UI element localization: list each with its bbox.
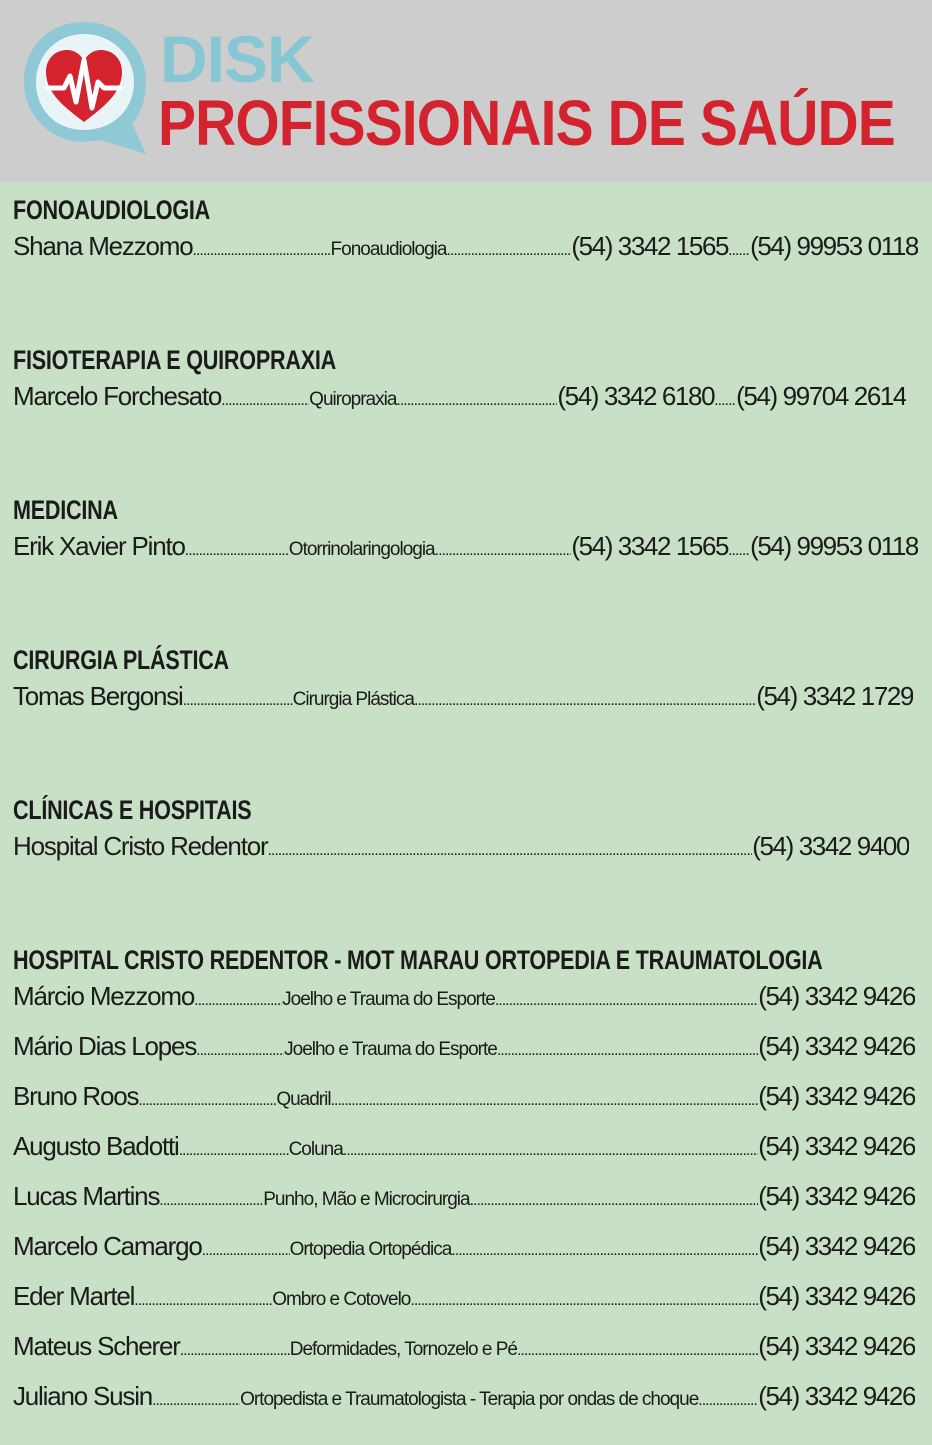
entry-specialty: Cirurgia Plástica [292,689,414,710]
section-title: MEDICINA [13,495,118,525]
entry-specialty: Ortopedista e Traumatologista - Terapia por ondas de choque [240,1389,699,1410]
dot-leader [152,1381,240,1421]
entry-phone: (54) 3342 9426 [758,1231,915,1261]
entry-specialty: Joelho e Trauma do Esporte [284,1039,497,1060]
dot-leader [185,531,289,571]
dot-leader [470,1181,759,1221]
entry-specialty: Fonoaudiologia [330,239,447,260]
entry-name: Hospital Cristo Redentor [13,831,268,861]
dot-leader [714,381,736,421]
dot-leader [194,981,282,1021]
list-item [13,1176,915,1226]
entry-name: Juliano Susin [13,1381,153,1411]
dot-leader [728,531,750,571]
entry-name: Eder Martel [13,1281,135,1311]
entry-specialty: Coluna [288,1139,343,1160]
entry-name: Bruno Roos [13,1081,139,1111]
dot-leader [517,1331,758,1371]
dot-leader [396,381,557,421]
dot-leader [331,1081,759,1121]
entry-specialty: Deformidades, Tornozelo e Pé [289,1339,517,1360]
section-fisioterapia [13,344,918,426]
header [0,0,932,182]
entry-phone: (54) 3342 9426 [758,1031,915,1061]
list-item [13,226,918,276]
section-title: CIRURGIA PLÁSTICA [13,645,229,675]
list-item [13,1226,915,1276]
entry-specialty: Joelho e Trauma do Esporte [282,989,495,1010]
entry-name: Augusto Badotti [13,1131,179,1161]
entry-specialty: Quiropraxia [309,389,397,410]
dot-leader [267,831,752,871]
dot-leader [497,1031,758,1071]
entry-phone: (54) 3342 9426 [758,1081,915,1111]
section-clinicas [13,794,909,876]
list-item [13,1126,915,1176]
dot-leader [495,981,758,1021]
entry-name: Erik Xavier Pinto [13,531,185,561]
list-item [13,1326,915,1376]
dot-leader [414,681,756,721]
dot-leader [196,1031,284,1071]
entry-phone: (54) 3342 9426 [758,1181,915,1211]
dot-leader [183,681,293,721]
entry-name: Shana Mezzomo [13,231,193,261]
section-hospital-mot [13,944,915,1426]
section-title: FISIOTERAPIA E QUIROPRAXIA [13,345,336,375]
entry-name: Mateus Scherer [13,1331,180,1361]
brand-title: PROFISSIONAIS DE SAÚDE [158,87,895,159]
entry-phone-2: (54) 99953 0118 [750,531,918,561]
entry-phone-2: (54) 99953 0118 [750,231,918,261]
dot-leader [435,531,572,571]
entry-phone: (54) 3342 9426 [758,1281,915,1311]
entry-phone: (54) 3342 9426 [758,1381,915,1411]
dot-leader [159,1181,263,1221]
entry-name: Lucas Martins [13,1181,160,1211]
entry-phone: (54) 3342 1729 [756,681,913,711]
dot-leader [179,1131,289,1171]
entry-phone: (54) 3342 1565 [571,231,729,261]
section-medicina [13,494,918,576]
list-item [13,1276,915,1326]
dot-leader [446,231,571,271]
dot-leader [343,1131,758,1171]
entry-phone: (54) 3342 9400 [752,831,909,861]
list-item [13,976,915,1026]
entry-name: Márcio Mezzomo [13,981,195,1011]
entry-phone: (54) 3342 9426 [758,981,915,1011]
list-item [13,1076,915,1126]
entry-specialty: Otorrinolaringologia [288,539,435,560]
entry-phone: (54) 3342 9426 [758,1331,915,1361]
list-item [13,826,909,876]
list-item [13,1026,915,1076]
dot-leader [410,1281,758,1321]
section-title: HOSPITAL CRISTO REDENTOR - MOT MARAU ORTOPEDIA E TRAUMATOLOGIA [13,945,823,975]
dot-leader [134,1281,272,1321]
entry-specialty: Ombro e Cotovelo [272,1289,411,1310]
dot-leader [138,1081,276,1121]
dot-leader [180,1331,290,1371]
dot-leader [698,1381,758,1421]
list-item [13,526,918,576]
section-title: CLÍNICAS E HOSPITAIS [13,795,252,825]
dot-leader [202,1231,290,1271]
list-item [13,676,913,726]
entry-specialty: Ortopedia Ortopédica [289,1239,452,1260]
brand-disk: DISK [160,22,314,96]
entry-specialty: Quadril [276,1089,331,1110]
dot-leader [728,231,750,271]
dot-leader [221,381,309,421]
list-item [13,376,906,426]
list-item [13,1376,915,1426]
section-cirurgia-plastica [13,644,913,726]
section-fonoaudiologia [13,194,918,276]
heart-pulse-chat-bubble-icon [16,16,152,156]
dot-leader [451,1231,758,1271]
entry-name: Marcelo Forchesato [13,381,222,411]
entry-specialty: Punho, Mão e Microcirurgia [263,1189,470,1210]
entry-phone: (54) 3342 1565 [571,531,729,561]
entry-phone: (54) 3342 9426 [758,1131,915,1161]
dot-leader [193,231,331,271]
entry-name: Tomas Bergonsi [13,681,183,711]
entry-name: Marcelo Camargo [13,1231,202,1261]
section-title: FONOAUDIOLOGIA [13,195,211,225]
entry-phone: (54) 3342 6180 [557,381,715,411]
entry-name: Mário Dias Lopes [13,1031,197,1061]
entry-phone-2: (54) 99704 2614 [736,381,906,411]
